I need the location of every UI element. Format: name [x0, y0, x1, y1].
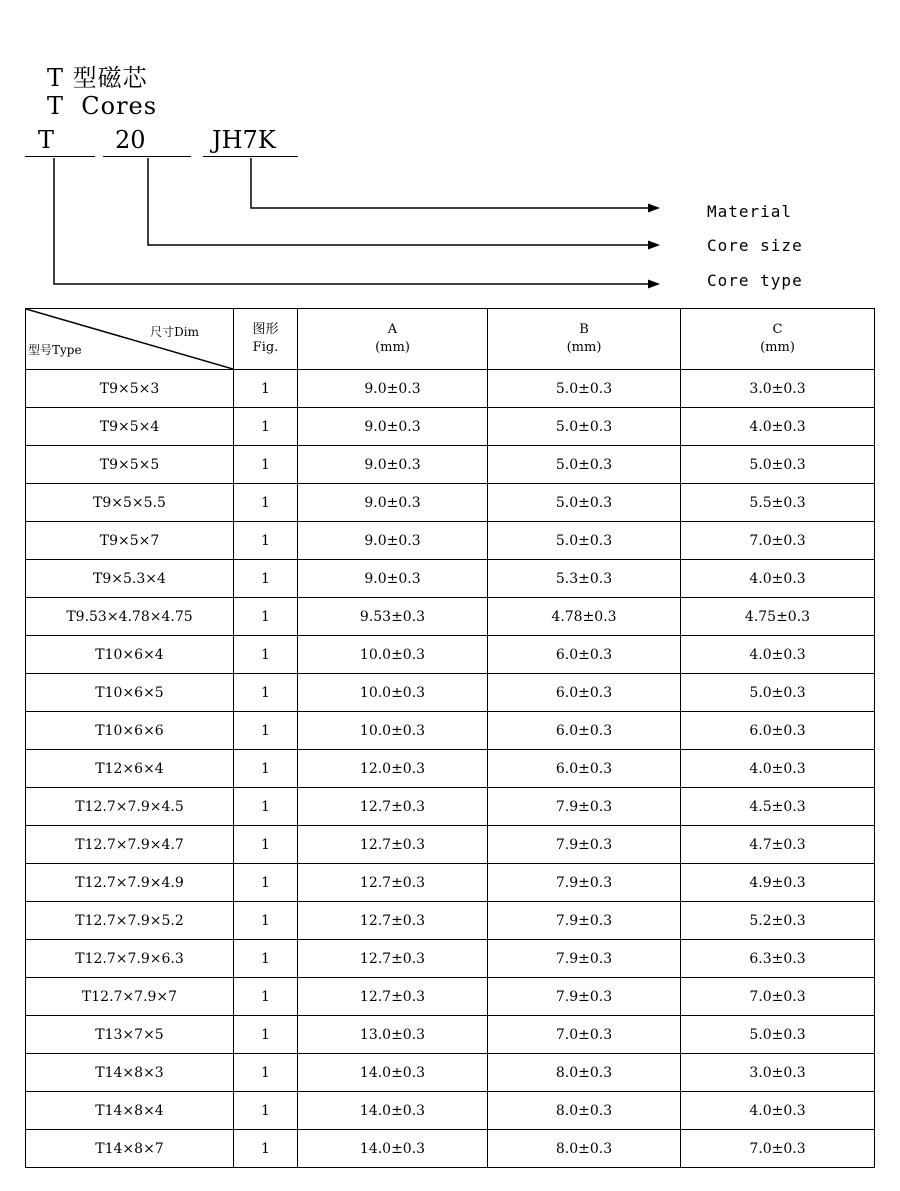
cell-a: 12.7±0.3 — [298, 788, 488, 826]
cell-fig: 1 — [234, 1016, 298, 1054]
cell-type: T12.7×7.9×6.3 — [26, 940, 234, 978]
cell-c: 5.5±0.3 — [681, 484, 875, 522]
cell-a: 9.53±0.3 — [298, 598, 488, 636]
cell-fig: 1 — [234, 370, 298, 408]
table-row — [26, 446, 875, 484]
cell-c: 4.5±0.3 — [681, 788, 875, 826]
header-a-unit: (mm) — [375, 340, 410, 355]
dimensions-table — [25, 308, 875, 1168]
cell-b: 7.9±0.3 — [488, 978, 681, 1016]
cell-c: 4.0±0.3 — [681, 408, 875, 446]
code-type: T — [38, 126, 55, 154]
legend-material: Material — [707, 202, 793, 221]
table-row — [26, 636, 875, 674]
cell-fig: 1 — [234, 978, 298, 1016]
cell-b: 6.0±0.3 — [488, 712, 681, 750]
cell-a: 9.0±0.3 — [298, 484, 488, 522]
cell-c: 6.3±0.3 — [681, 940, 875, 978]
cell-a: 9.0±0.3 — [298, 408, 488, 446]
cell-type: T9×5×7 — [26, 522, 234, 560]
cell-c: 4.0±0.3 — [681, 560, 875, 598]
table-row — [26, 864, 875, 902]
cell-type: T12.7×7.9×7 — [26, 978, 234, 1016]
header-b — [488, 309, 681, 370]
cell-type: T12.7×7.9×4.5 — [26, 788, 234, 826]
cell-c: 3.0±0.3 — [681, 370, 875, 408]
cell-b: 5.0±0.3 — [488, 522, 681, 560]
cell-c: 4.75±0.3 — [681, 598, 875, 636]
cell-type: T9×5×3 — [26, 370, 234, 408]
cell-b: 6.0±0.3 — [488, 750, 681, 788]
table-row — [26, 826, 875, 864]
cell-type: T9×5×5.5 — [26, 484, 234, 522]
cell-a: 14.0±0.3 — [298, 1092, 488, 1130]
cell-a: 12.0±0.3 — [298, 750, 488, 788]
table-row — [26, 1092, 875, 1130]
material-leader — [251, 158, 650, 208]
cell-c: 4.9±0.3 — [681, 864, 875, 902]
cell-a: 12.7±0.3 — [298, 826, 488, 864]
table-row — [26, 712, 875, 750]
cell-type: T14×8×4 — [26, 1092, 234, 1130]
table-row — [26, 370, 875, 408]
title-chinese: T 型磁芯 — [47, 64, 148, 92]
legend-core-size: Core size — [707, 236, 803, 255]
header-dim-label: 尺寸Dim — [150, 325, 199, 339]
header-type-dim-cell — [26, 309, 234, 370]
cell-b: 7.9±0.3 — [488, 864, 681, 902]
cell-fig: 1 — [234, 750, 298, 788]
cell-type: T9×5.3×4 — [26, 560, 234, 598]
header-diagonal-line — [26, 309, 233, 369]
table-row — [26, 522, 875, 560]
header-fig — [234, 309, 298, 370]
table-row — [26, 484, 875, 522]
cell-a: 9.0±0.3 — [298, 560, 488, 598]
cell-b: 5.3±0.3 — [488, 560, 681, 598]
cell-c: 5.0±0.3 — [681, 1016, 875, 1054]
header-type-label: 型号Type — [28, 343, 82, 357]
cell-c: 4.7±0.3 — [681, 826, 875, 864]
table-row — [26, 1130, 875, 1168]
cell-c: 3.0±0.3 — [681, 1054, 875, 1092]
title-english: T Cores — [47, 92, 158, 120]
cell-b: 7.9±0.3 — [488, 788, 681, 826]
cell-fig: 1 — [234, 1130, 298, 1168]
cell-a: 9.0±0.3 — [298, 522, 488, 560]
cell-fig: 1 — [234, 1054, 298, 1092]
header-b-unit: (mm) — [566, 340, 602, 355]
cell-b: 5.0±0.3 — [488, 446, 681, 484]
cell-fig: 1 — [234, 560, 298, 598]
cell-type: T10×6×6 — [26, 712, 234, 750]
cell-a: 9.0±0.3 — [298, 446, 488, 484]
cell-a: 10.0±0.3 — [298, 674, 488, 712]
code-size: 20 — [115, 126, 146, 154]
cell-fig: 1 — [234, 788, 298, 826]
cell-a: 12.7±0.3 — [298, 940, 488, 978]
material-arrowhead — [648, 204, 660, 213]
cell-type: T14×8×7 — [26, 1130, 234, 1168]
cell-c: 6.0±0.3 — [681, 712, 875, 750]
cell-b: 7.9±0.3 — [488, 902, 681, 940]
cell-c: 7.0±0.3 — [681, 978, 875, 1016]
cell-c: 5.0±0.3 — [681, 446, 875, 484]
cell-type: T12.7×7.9×5.2 — [26, 902, 234, 940]
core-size-arrowhead — [648, 241, 660, 250]
cell-fig: 1 — [234, 598, 298, 636]
cell-a: 14.0±0.3 — [298, 1054, 488, 1092]
cell-a: 12.7±0.3 — [298, 902, 488, 940]
cell-b: 8.0±0.3 — [488, 1130, 681, 1168]
cell-fig: 1 — [234, 484, 298, 522]
header-a — [298, 309, 488, 370]
header-c-label: C — [772, 322, 783, 337]
cell-c: 7.0±0.3 — [681, 522, 875, 560]
cell-b: 7.9±0.3 — [488, 940, 681, 978]
cell-type: T10×6×5 — [26, 674, 234, 712]
header-c — [681, 309, 875, 370]
table-row — [26, 560, 875, 598]
table-row — [26, 788, 875, 826]
cell-fig: 1 — [234, 408, 298, 446]
cell-fig: 1 — [234, 940, 298, 978]
header-b-label: B — [579, 322, 589, 337]
cell-a: 12.7±0.3 — [298, 978, 488, 1016]
table-row — [26, 1016, 875, 1054]
cell-b: 4.78±0.3 — [488, 598, 681, 636]
header-c-unit: (mm) — [760, 340, 795, 355]
cell-a: 10.0±0.3 — [298, 636, 488, 674]
cell-type: T12.7×7.9×4.9 — [26, 864, 234, 902]
cell-b: 7.0±0.3 — [488, 1016, 681, 1054]
cell-b: 6.0±0.3 — [488, 636, 681, 674]
legend-core-type: Core type — [707, 271, 803, 290]
header-fig-cn: 图形 — [252, 322, 279, 337]
cell-type: T12.7×7.9×4.7 — [26, 826, 234, 864]
cell-a: 13.0±0.3 — [298, 1016, 488, 1054]
cell-fig: 1 — [234, 446, 298, 484]
table-row — [26, 1054, 875, 1092]
cell-type: T12×6×4 — [26, 750, 234, 788]
cell-fig: 1 — [234, 712, 298, 750]
table-row — [26, 902, 875, 940]
cell-fig: 1 — [234, 522, 298, 560]
cell-b: 5.0±0.3 — [488, 370, 681, 408]
code-leader-lines — [0, 0, 900, 300]
cell-b: 8.0±0.3 — [488, 1092, 681, 1130]
cell-fig: 1 — [234, 826, 298, 864]
cell-type: T13×7×5 — [26, 1016, 234, 1054]
table-header-row — [26, 309, 875, 370]
cell-fig: 1 — [234, 1092, 298, 1130]
header-fig-en: Fig. — [252, 340, 279, 355]
table-row — [26, 940, 875, 978]
cell-type: T14×8×3 — [26, 1054, 234, 1092]
cell-c: 5.2±0.3 — [681, 902, 875, 940]
cell-a: 14.0±0.3 — [298, 1130, 488, 1168]
cell-type: T10×6×4 — [26, 636, 234, 674]
code-material: JH7K — [212, 126, 276, 154]
table-row — [26, 674, 875, 712]
table-row — [26, 408, 875, 446]
header-a-label: A — [387, 322, 398, 337]
cell-c: 7.0±0.3 — [681, 1130, 875, 1168]
cell-fig: 1 — [234, 864, 298, 902]
cell-c: 4.0±0.3 — [681, 750, 875, 788]
cell-b: 5.0±0.3 — [488, 484, 681, 522]
cell-b: 8.0±0.3 — [488, 1054, 681, 1092]
cell-c: 5.0±0.3 — [681, 674, 875, 712]
core-type-leader — [54, 158, 650, 284]
cell-fig: 1 — [234, 902, 298, 940]
cell-a: 12.7±0.3 — [298, 864, 488, 902]
cell-b: 6.0±0.3 — [488, 674, 681, 712]
cell-c: 4.0±0.3 — [681, 636, 875, 674]
table-row — [26, 750, 875, 788]
cell-type: T9×5×4 — [26, 408, 234, 446]
cell-fig: 1 — [234, 636, 298, 674]
cell-type: T9×5×5 — [26, 446, 234, 484]
core-size-leader — [148, 158, 650, 245]
table-row — [26, 598, 875, 636]
table-row — [26, 978, 875, 1016]
cell-type: T9.53×4.78×4.75 — [26, 598, 234, 636]
cell-c: 4.0±0.3 — [681, 1092, 875, 1130]
core-type-arrowhead — [648, 280, 660, 289]
cell-a: 10.0±0.3 — [298, 712, 488, 750]
cell-b: 7.9±0.3 — [488, 826, 681, 864]
cell-fig: 1 — [234, 674, 298, 712]
cell-a: 9.0±0.3 — [298, 370, 488, 408]
cell-b: 5.0±0.3 — [488, 408, 681, 446]
